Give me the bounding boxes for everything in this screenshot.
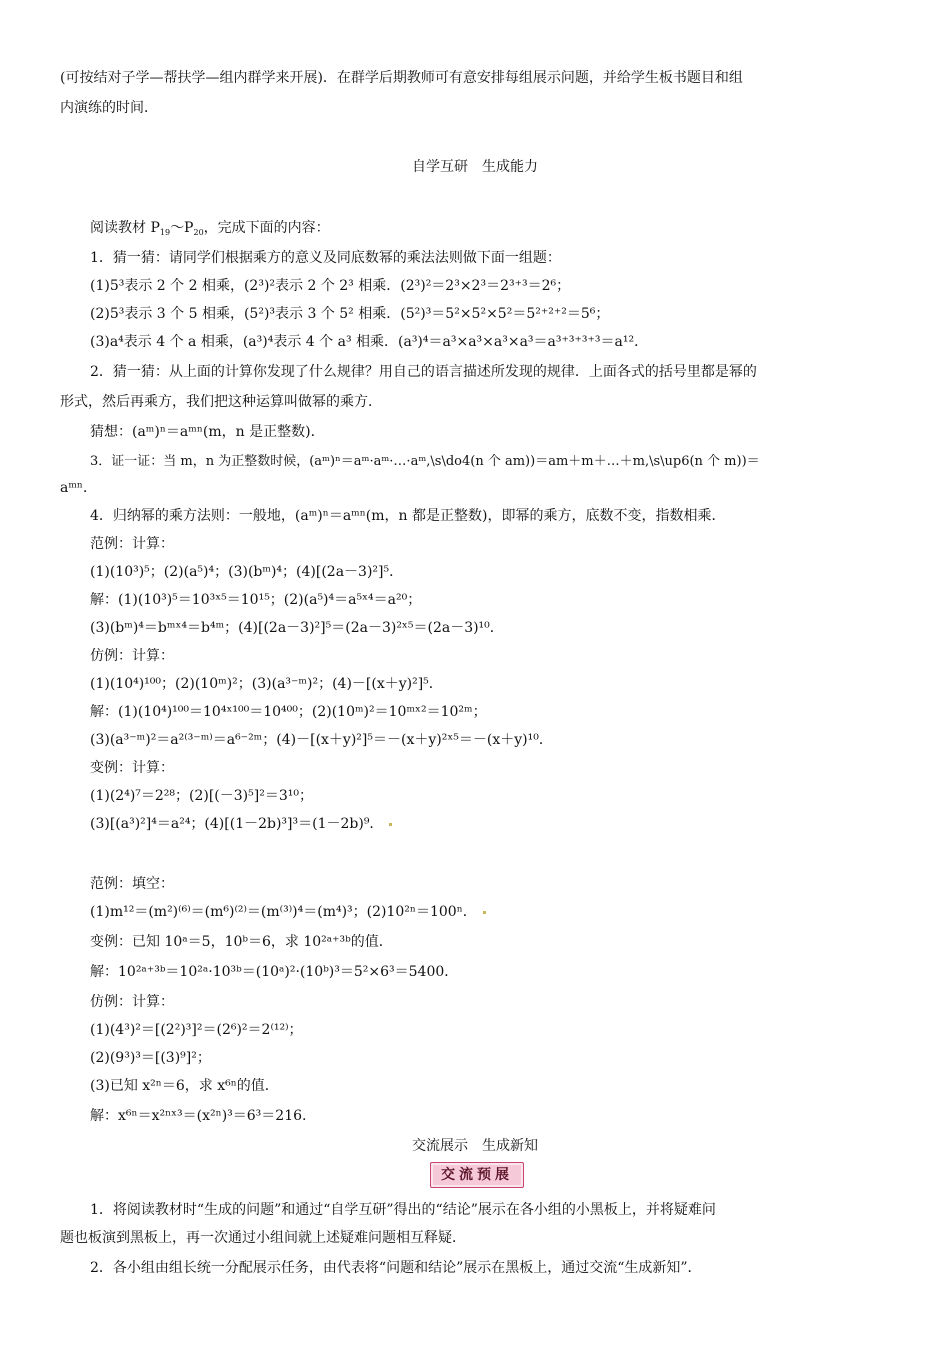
guess2-line-2: 形式，然后再乘方，我们把这种运算叫做幂的乘方． [60, 394, 382, 410]
example2-question [90, 902, 486, 922]
reading-page-start: 19 [159, 228, 171, 237]
show-paragraph-2: 2．各小组由组长统一分配展示任务，由代表将“问题和结论”展示在黑板上，通过交流“生成新知”． [90, 1260, 702, 1276]
example1-solution-2: (3)(bᵐ)⁴＝bᵐˣ⁴＝b⁴ᵐ；(4)[(2a－3)²]⁵＝(2a－3)²ˣ⁵＝(2a－3)¹⁰． [90, 620, 504, 636]
show-paragraph-1a: 1．将阅读教材时“生成的问题”和通过“自学互研”得出的“结论”展示在各小组的小黑板上，并将疑难问 [90, 1202, 716, 1218]
example2-question-text: (1)m¹²＝(m²)⁽⁶⁾＝(m⁶)⁽²⁾＝(m⁽³⁾)⁴＝(m⁴)³；(2)10²ⁿ＝100ⁿ． [90, 904, 477, 920]
example1-question: (1)(10³)⁵；(2)(a⁵)⁴；(3)(bᵐ)⁴；(4)[(2a－3)²]⁵． [90, 564, 404, 580]
stray-mark [483, 911, 486, 914]
show-paragraph-1b: 题也板演到黑板上，再一次通过小组间就上述疑难问题相互释疑． [60, 1230, 466, 1246]
reading-page-end: 20 [193, 228, 204, 237]
section-title-exchange: 交流展示 生成新知 [412, 1138, 538, 1154]
example1-solution-1: 解：(1)(10³)⁵＝10³ˣ⁵＝10¹⁵；(2)(a⁵)⁴＝a⁵ˣ⁴＝a²⁰； [90, 592, 422, 608]
conjecture: 猜想：(aᵐ)ⁿ＝aᵐⁿ(m，n 是正整数)． [90, 424, 325, 440]
imitate1-solution-1: 解：(1)(10⁴)¹⁰⁰＝10⁴ˣ¹⁰⁰＝10⁴⁰⁰；(2)(10ᵐ)²＝10ᵐˣ²＝10²ᵐ； [90, 704, 487, 720]
guess1-title: 1．猜一猜：请同学们根据乘方的意义及同底数幂的乘法法则做下面一组题： [90, 250, 561, 266]
variant1-row-1: (1)(2⁴)⁷＝2²⁸；(2)[(－3)⁵]²＝3¹⁰； [90, 788, 313, 804]
guess1-row-1: (1)5³表示 2 个 2 相乘，(2³)²表示 2 个 2³ 相乘．(2³)²＝2³×2³＝2³⁺³＝2⁶； [90, 278, 571, 294]
example2-heading: 范例：填空： [90, 876, 174, 892]
power-rule: 4．归纳幂的乘方法则：一般地，(aᵐ)ⁿ＝aᵐⁿ(m，n 都是正整数)，即幂的乘方，底数不变，指数相乘． [90, 508, 726, 524]
exchange-preview-badge: 交流预展 [430, 1162, 524, 1188]
intro-line-1: (可按结对子学—帮扶学—组内群学来开展)．在群学后期教师可有意安排每组展示问题，并给学生板书题目和组 [60, 70, 743, 86]
section-title-self-study: 自学互研 生成能力 [412, 159, 538, 175]
imitate1-heading: 仿例：计算： [90, 648, 174, 664]
variant2-question: 变例：已知 10ᵃ＝5，10ᵇ＝6，求 10²ᵃ⁺³ᵇ的值． [90, 934, 393, 950]
variant2-solution: 解：10²ᵃ⁺³ᵇ＝10²ᵃ·10³ᵇ＝(10ᵃ)²·(10ᵇ)³＝5²×6³＝5400． [90, 964, 459, 980]
imitate2-heading: 仿例：计算： [90, 994, 174, 1010]
reading-instruction [90, 218, 330, 238]
stray-mark [389, 823, 392, 826]
imitate2-solution: 解：x⁶ⁿ＝x²ⁿˣ³＝(x²ⁿ)³＝6³＝216. [90, 1108, 307, 1124]
reading-pre: 阅读教材 P [90, 220, 160, 236]
proof-line-1: 3．证一证：当 m，n 为正整数时候，(aᵐ)ⁿ＝aᵐ·aᵐ·…·aᵐ,\s\do4(n 个 am))＝am＋m＋…＋m,\s\up6(n 个 m))＝ [90, 454, 760, 469]
variant1-row-2 [90, 814, 392, 834]
guess1-row-3: (3)a⁴表示 4 个 a 相乘，(a³)⁴表示 4 个 a³ 相乘．(a³)⁴＝a³×a³×a³×a³＝a³⁺³⁺³⁺³＝a¹²． [90, 334, 649, 350]
reading-post: ，完成下面的内容： [203, 220, 330, 236]
reading-mid: ～P [170, 220, 194, 236]
imitate2-row-2: (2)(9³)³＝[(3)⁹]²； [90, 1050, 211, 1066]
example1-heading: 范例：计算： [90, 536, 174, 552]
intro-line-2: 内演练的时间． [60, 100, 158, 116]
guess1-row-2: (2)5³表示 3 个 5 相乘，(5²)³表示 3 个 5² 相乘．(5²)³＝5²×5²×5²＝5²⁺²⁺²＝5⁶； [90, 306, 610, 322]
imitate1-question: (1)(10⁴)¹⁰⁰；(2)(10ᵐ)²；(3)(a³⁻ᵐ)²；(4)－[(x＋y)²]⁵． [90, 676, 443, 692]
imitate2-row-1: (1)(4³)²＝[(2²)³]²＝(2⁶)²＝2⁽¹²⁾； [90, 1022, 303, 1038]
proof-line-2: aᵐⁿ． [60, 480, 97, 496]
imitate1-solution-2: (3)(a³⁻ᵐ)²＝a²⁽³⁻ᵐ⁾＝a⁶⁻²ᵐ；(4)－[(x＋y)²]⁵＝－(x＋y)²ˣ⁵＝－(x＋y)¹⁰． [90, 732, 553, 748]
variant1-row-2-text: (3)[(a³)²]⁴＝a²⁴；(4)[(1－2b)³]³＝(1－2b)⁹． [90, 816, 384, 832]
imitate2-row-3: (3)已知 x²ⁿ＝6，求 x⁶ⁿ的值． [90, 1078, 279, 1094]
guess2-line-1: 2．猜一猜：从上面的计算你发现了什么规律？用自己的语言描述所发现的规律．上面各式的括号里都是幂的 [90, 364, 757, 380]
variant1-heading: 变例：计算： [90, 760, 174, 776]
